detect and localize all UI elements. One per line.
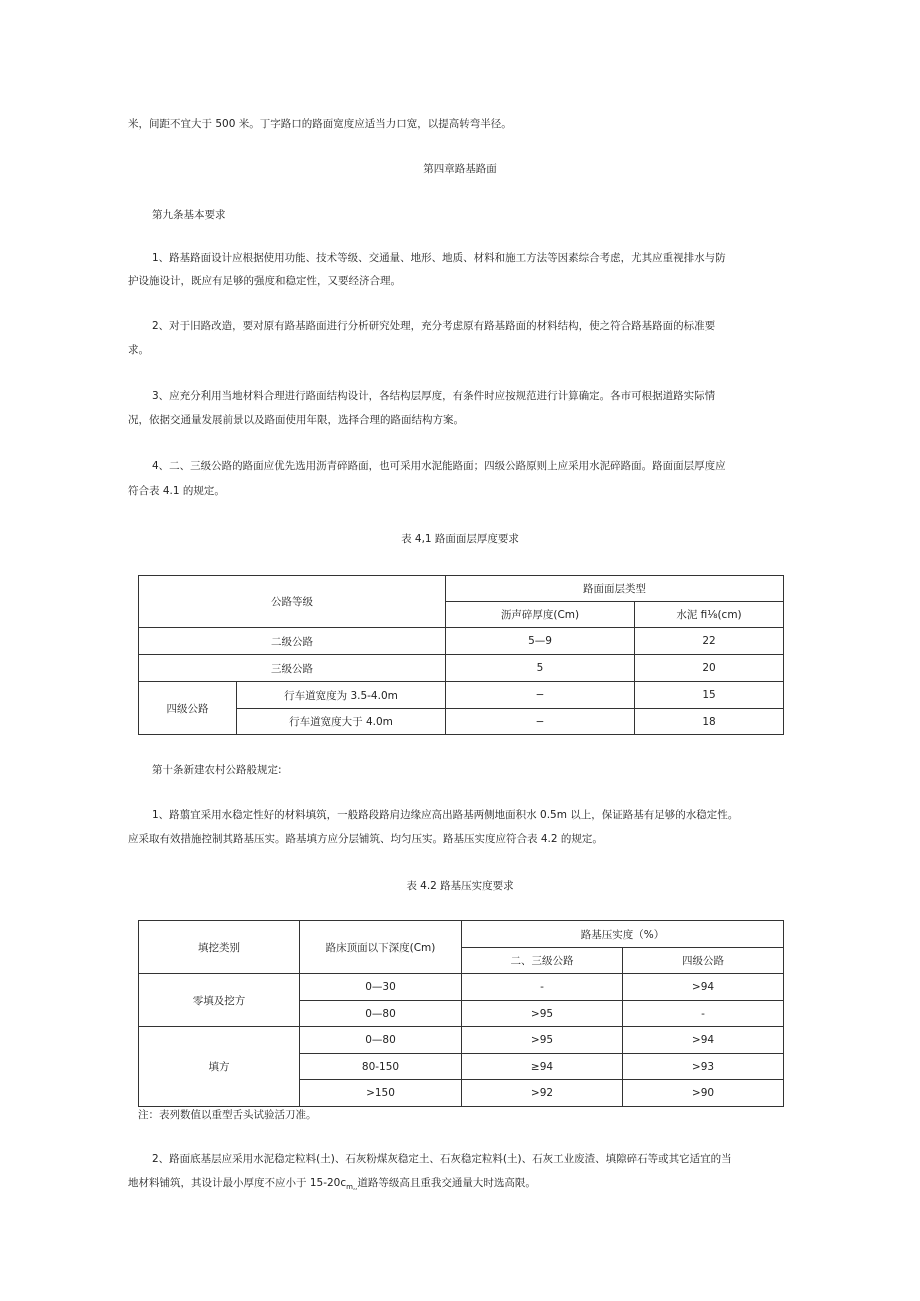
cell-asphalt: 5 xyxy=(446,655,635,682)
text-line: 符合表 4.1 的规定。 xyxy=(128,485,225,497)
cell-cement: 18 xyxy=(635,709,784,735)
text-line: 护设施设计，既应有足够的强度和稳定性，又要经济合理。 xyxy=(128,275,401,287)
text-line: 求。 xyxy=(128,344,149,356)
cell-cement: 15 xyxy=(635,682,784,709)
text-line: 2、路面底基层应采用水泥稳定粒料(土)、石灰粉煤灰稳定土、石灰稳定粒料(土)、石灰工业废渣、填隙碎石等或其它适宜的当 xyxy=(152,1153,732,1165)
cell-grade-4: >93 xyxy=(623,1054,784,1080)
header-fill-type: 填挖类别 xyxy=(139,921,300,974)
road-surface-thickness-table xyxy=(138,575,784,735)
table-caption: 表 4,1 路面面层厚度要求 xyxy=(401,533,519,545)
cell-grade-4: >94 xyxy=(623,1027,784,1054)
cell-grade-group: 四级公路 xyxy=(139,682,237,735)
text-line: 应采取有效措施控制其路基压实。路基填方应分层铺筑、均匀压实。路基压实度应符合表 4.2 的规定。 xyxy=(128,833,603,845)
cell-depth: 0—80 xyxy=(300,1001,462,1027)
cell-asphalt: − xyxy=(446,682,635,709)
cell-asphalt: 5—9 xyxy=(446,628,635,655)
text-line: 1、路翦宜采用水稳定性好的材料填筑，一般路段路肩边缘应高出路基两侧地面积水 0.5m 以上，保证路基有足够的水稳定性。 xyxy=(152,809,739,821)
table-caption: 表 4.2 路基压实度要求 xyxy=(406,880,514,892)
cell-fill-group: 填方 xyxy=(139,1027,300,1107)
cell-grade: 二级公路 xyxy=(139,628,446,655)
text-line: 1、路基路面设计应根据使用功能、技术等级、交通量、地形、地质、材料和施工方法等因素综合考虑，尤其应重视排水与防 xyxy=(152,252,726,264)
header-depth: 路床顶面以下深度(Cm) xyxy=(300,921,462,974)
cell-lane-width: 行车道宽度为 3.5-4.0m xyxy=(237,682,446,709)
unit-subscript: m,, xyxy=(346,1183,358,1192)
cell-grade-4: >90 xyxy=(623,1080,784,1107)
cell-grade-2-3: - xyxy=(462,974,623,1001)
article-heading: 第九条基本要求 xyxy=(152,209,226,221)
cell-depth: 0—80 xyxy=(300,1027,462,1054)
text-line: 4、二、三级公路的路面应优先选用沥青碎路面，也可采用水泥能路面；四级公路原则上应采用水泥碎路面。路面面层厚度应 xyxy=(152,460,726,472)
header-grade-4: 四级公路 xyxy=(623,948,784,974)
text-segment: 道路等级高且重我交通量大时选高限。 xyxy=(357,1177,536,1189)
cell-cement: 22 xyxy=(635,628,784,655)
cell-grade: 三级公路 xyxy=(139,655,446,682)
cell-grade-4: - xyxy=(623,1001,784,1027)
cell-depth: 0—30 xyxy=(300,974,462,1001)
text-line: 3、应充分利用当地材料合理进行路面结构设计，各结构层厚度，有条件时应按规范进行计算确定。各市可根据道路实际情 xyxy=(152,390,716,402)
cell-depth: >150 xyxy=(300,1080,462,1107)
cell-grade-2-3: >95 xyxy=(462,1027,623,1054)
cell-depth: 80-150 xyxy=(300,1054,462,1080)
text-line: 2、对于旧路改造，要对原有路基路面进行分析研究处理，充分考虑原有路基路面的材料结构，使之符合路基路面的标准要 xyxy=(152,320,716,332)
text-line: 况，依据交通量发展前景以及路面使用年限，选择合理的路面结构方案。 xyxy=(128,414,464,426)
cell-fill-group: 零填及挖方 xyxy=(139,974,300,1027)
text-line xyxy=(128,1175,536,1195)
header-cement-thickness: 水泥 fi⅛(cm) xyxy=(635,602,784,628)
header-asphalt-thickness: 沥声碎厚度(Cm) xyxy=(446,602,635,628)
header-compaction: 路基压实度（%） xyxy=(462,921,784,948)
header-road-grade: 公路等级 xyxy=(139,576,446,628)
cell-lane-width: 行车道宽度大于 4.0m xyxy=(237,709,446,735)
chapter-heading: 第四章路基路面 xyxy=(423,163,497,175)
text-segment: 地材料铺筑，其设计最小厚度不应小于 15-20c xyxy=(128,1177,347,1189)
article-heading: 第十条新建农村公路般规定: xyxy=(152,764,282,776)
cell-grade-4: >94 xyxy=(623,974,784,1001)
cell-grade-2-3: >95 xyxy=(462,1001,623,1027)
cell-asphalt: − xyxy=(446,709,635,735)
cell-grade-2-3: >92 xyxy=(462,1080,623,1107)
header-surface-type: 路面面层类型 xyxy=(446,576,784,602)
header-grade-2-3: 二、三级公路 xyxy=(462,948,623,974)
text-line: 米，间距不宜大于 500 米。丁字路口的路面宽度应适当力口宽，以提高转弯半径。 xyxy=(128,118,512,130)
cell-grade-2-3: ≥94 xyxy=(462,1054,623,1080)
cell-cement: 20 xyxy=(635,655,784,682)
subgrade-compaction-table xyxy=(138,920,784,1107)
table-note: 注：表列数值以重型舌头试验活刀准。 xyxy=(138,1109,317,1121)
